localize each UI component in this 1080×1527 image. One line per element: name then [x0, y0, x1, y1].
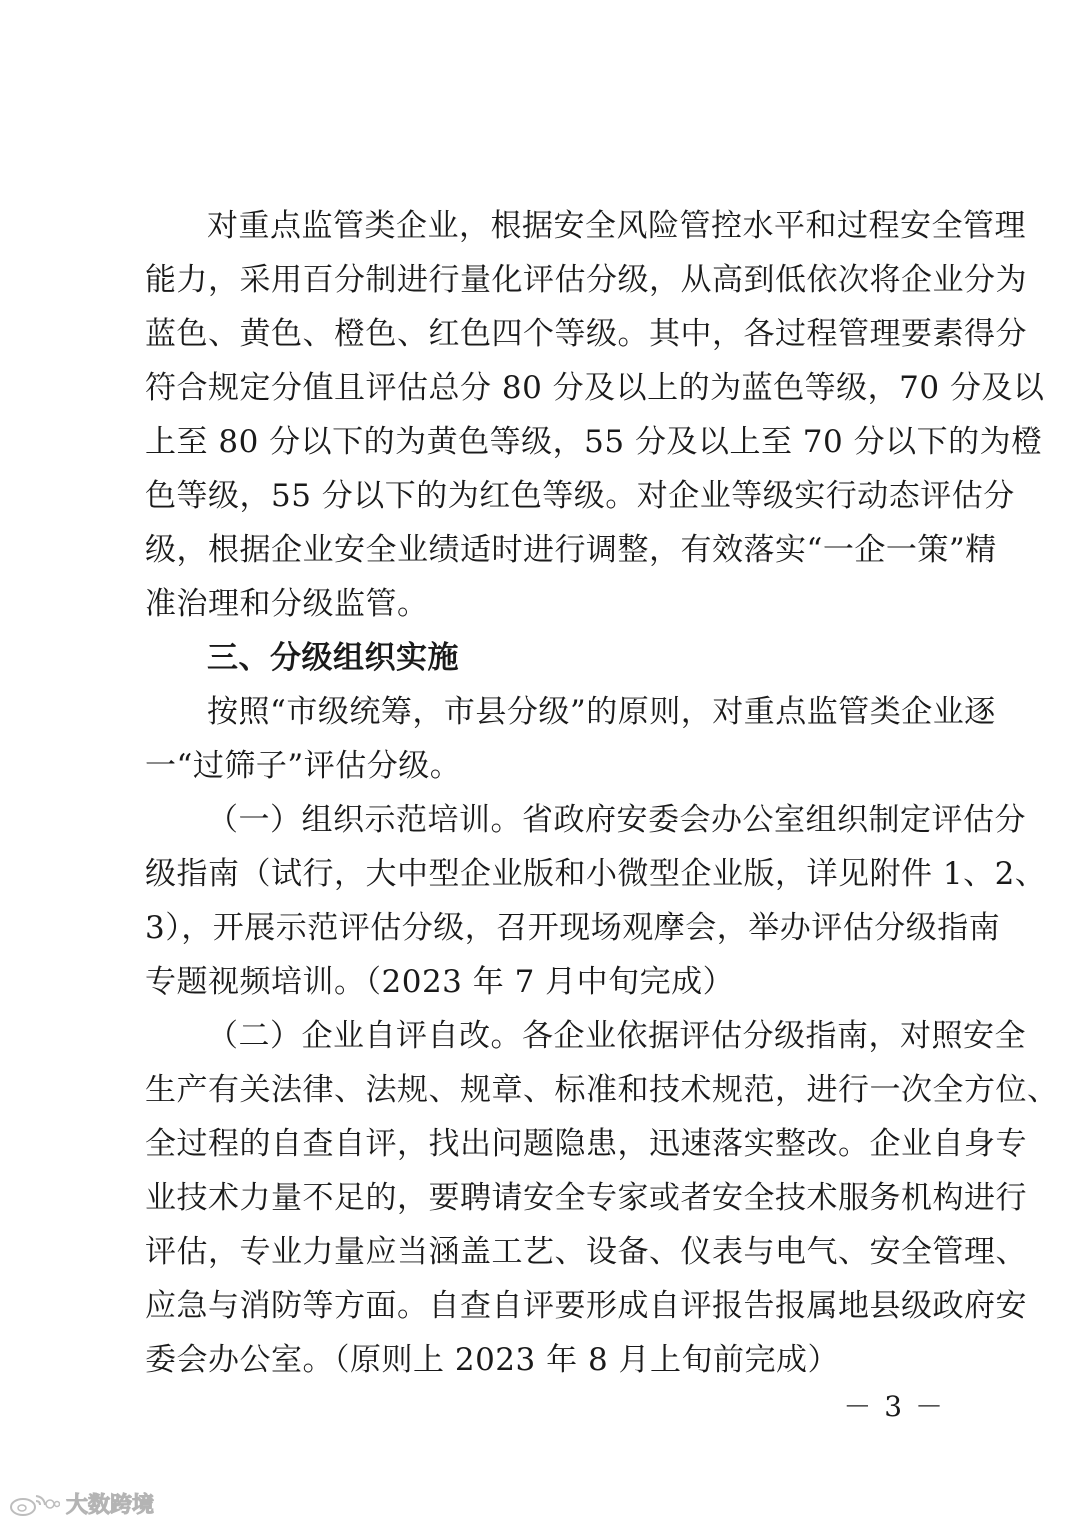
paragraph-line: 评估，专业力量应当涵盖工艺、设备、仪表与电气、安全管理、 — [145, 1234, 1027, 1270]
paragraph-line: 全过程的自查自评，找出问题隐患，迅速落实整改。企业自身专 — [145, 1126, 1027, 1162]
paragraph-line: 按照“市级统筹，市县分级”的原则，对重点监管类企业逐 — [207, 694, 996, 730]
paragraph-line: 能力，采用百分制进行量化评估分级，从高到低依次将企业分为 — [145, 262, 1027, 298]
paragraph-line: 一“过筛子”评估分级。 — [145, 748, 462, 784]
paragraph-line: 符合规定分值且评估总分 80 分及以上的为蓝色等级，70 分及以 — [145, 370, 1045, 406]
paragraph-line: （一）组织示范培训。省政府安委会办公室组织制定评估分 — [207, 802, 1026, 838]
paragraph-line: 级，根据企业安全业绩适时进行调整，有效落实“一企一策”精 — [145, 532, 997, 568]
paragraph-line: 准治理和分级监管。 — [145, 586, 429, 622]
watermark-text: 大数跨境 — [66, 1493, 155, 1518]
paragraph-line: （二）企业自评自改。各企业依据评估分级指南，对照安全 — [207, 1018, 1026, 1054]
paragraph-line: 应急与消防等方面。自查自评要形成自评报告报属地县级政府安 — [145, 1288, 1027, 1324]
paragraph-line: 蓝色、黄色、橙色、红色四个等级。其中，各过程管理要素得分 — [145, 316, 1027, 352]
paragraph-line: 3），开展示范评估分级，召开现场观摩会，举办评估分级指南 — [145, 910, 1001, 946]
paragraph-line: 委会办公室。（原则上 2023 年 8 月上旬前完成） — [145, 1342, 840, 1378]
paragraph-line: 业技术力量不足的，要聘请安全专家或者安全技术服务机构进行 — [145, 1180, 1027, 1216]
watermark — [8, 1488, 154, 1519]
weibo-logo-icon — [8, 1490, 60, 1518]
paragraph-line: 级指南（试行，大中型企业版和小微型企业版，详见附件 1、2、 — [145, 856, 1047, 892]
paragraph-line: 色等级，55 分以下的为红色等级。对企业等级实行动态评估分 — [145, 478, 1015, 514]
page-number: － 3 － — [843, 1390, 945, 1423]
section-heading: 三、分级组织实施 — [207, 640, 459, 676]
paragraph-line: 专题视频培训。（2023 年 7 月中旬完成） — [145, 964, 735, 1000]
paragraph-line: 生产有关法律、法规、规章、标准和技术规范，进行一次全方位、 — [145, 1072, 1059, 1108]
paragraph-line: 对重点监管类企业，根据安全风险管控水平和过程安全管理 — [207, 208, 1026, 244]
document-body — [145, 199, 1059, 1387]
paragraph-line: 上至 80 分以下的为黄色等级，55 分及以上至 70 分以下的为橙 — [145, 424, 1043, 460]
